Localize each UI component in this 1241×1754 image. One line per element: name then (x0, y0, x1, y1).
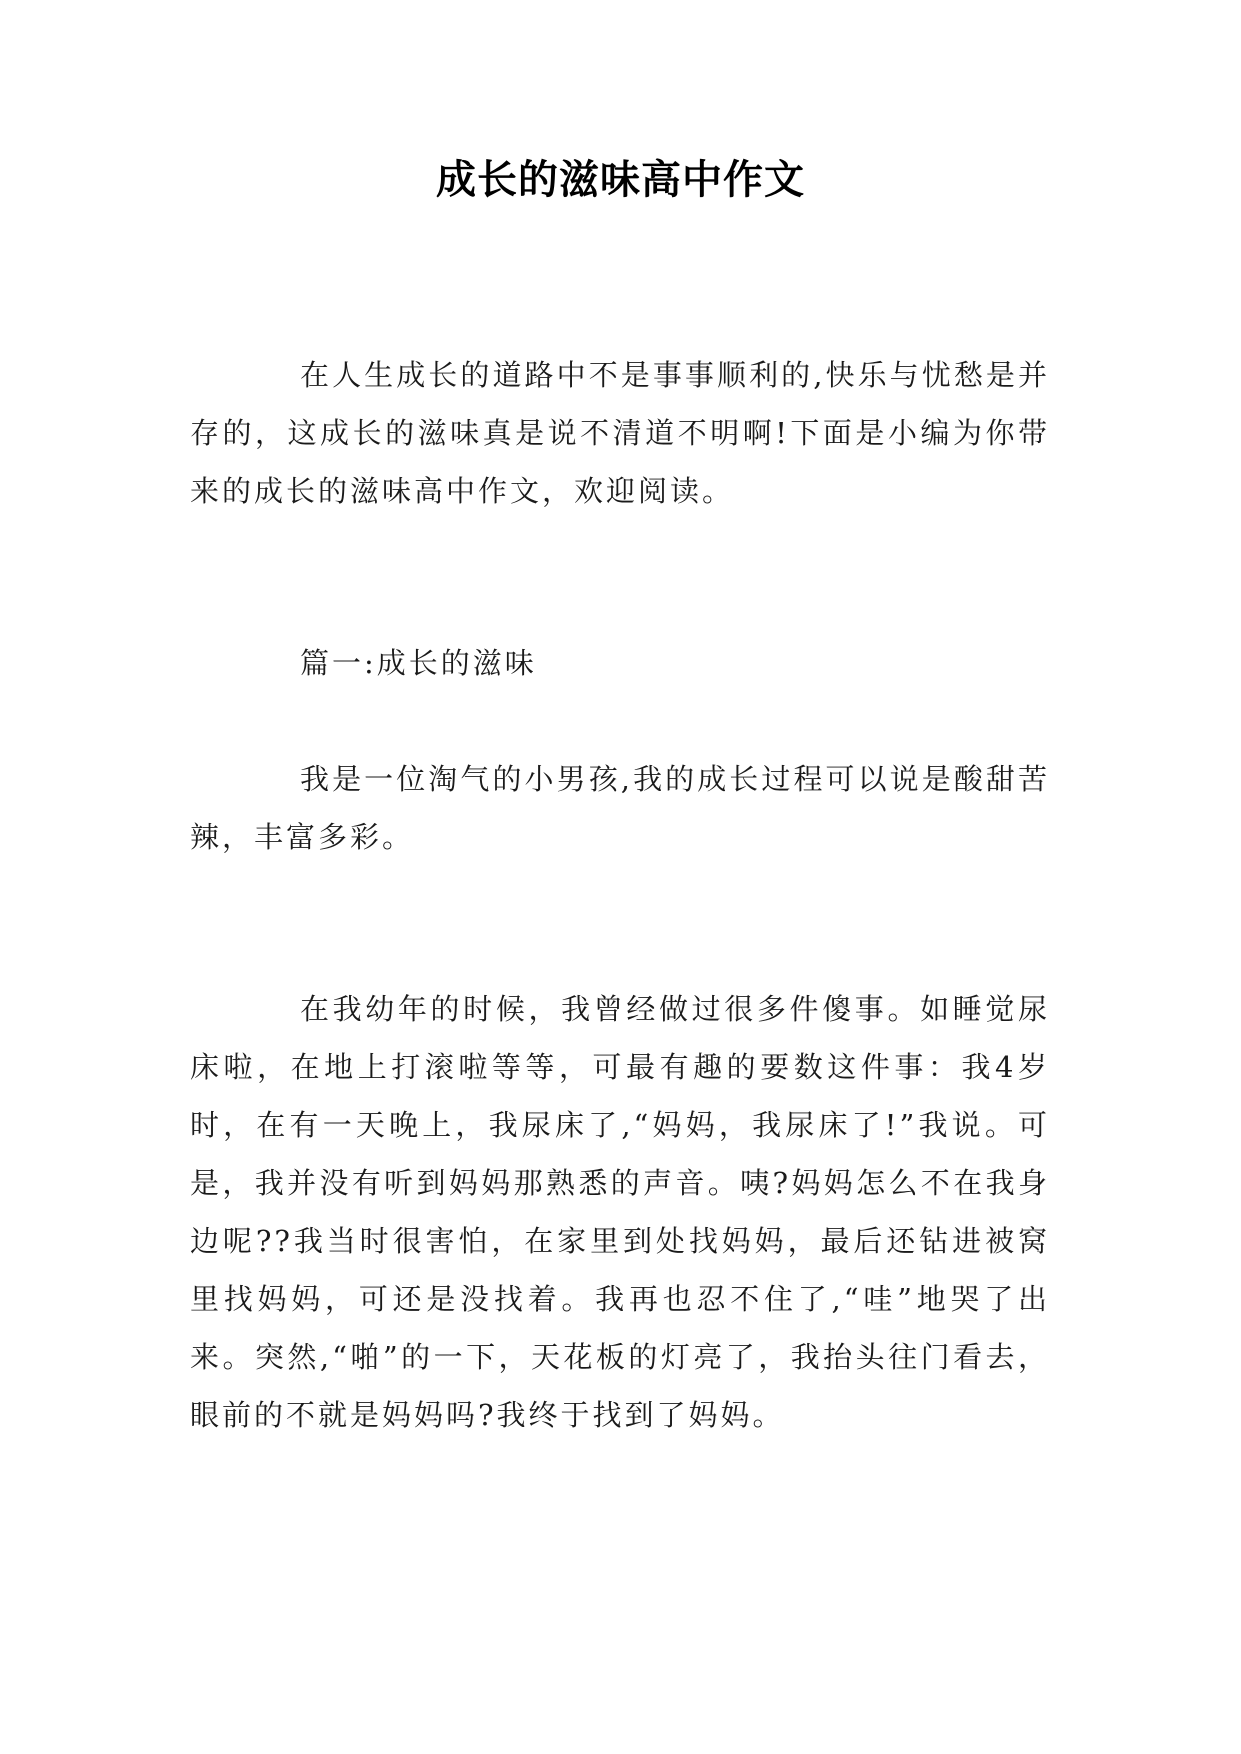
intro-paragraph: 在人生成长的道路中不是事事顺利的,快乐与忧愁是并存的，这成长的滋味真是说不清道不明啊!下面是小编为你带来的成长的滋味高中作文，欢迎阅读。 (190, 358, 1050, 508)
body-paragraph-1: 我是一位淘气的小男孩,我的成长过程可以说是酸甜苦辣，丰富多彩。 (190, 762, 1050, 854)
section-heading: 篇一:成长的滋味 (300, 646, 537, 680)
body-paragraph-2: 在我幼年的时候，我曾经做过很多件傻事。如睡觉尿床啦，在地上打滚啦等等，可最有趣的要数这件事：我4岁时，在有一天晚上，我尿床了,“妈妈，我尿床了!”我说。可是，我并没有听到妈妈那熟悉的声音。咦?妈妈怎么不在我身边呢??我当时很害怕，在家里到处找妈妈，最后还钻进被窝里找妈妈，可还是没找着。我再也忍不住了,“哇”地哭了出来。突然,“啪”的一下，天花板的灯亮了，我抬头往门看去，眼前的不就是妈妈吗?我终于找到了妈妈。 (190, 992, 1050, 1432)
document-title: 成长的滋味高中作文 (436, 157, 805, 203)
